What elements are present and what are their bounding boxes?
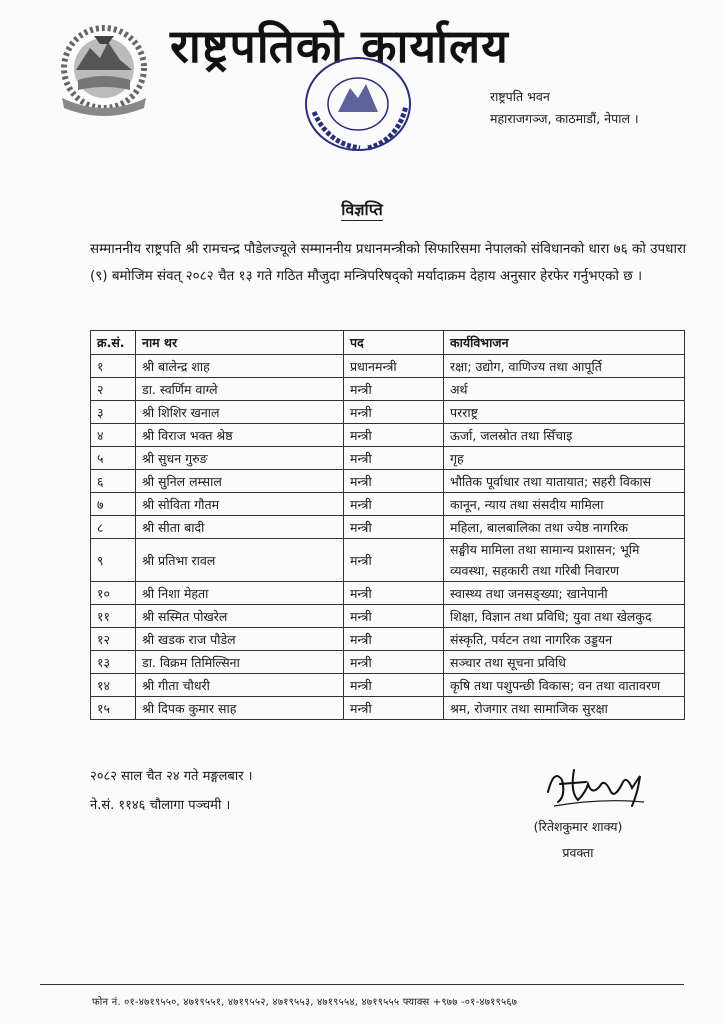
serial-cell: १५ xyxy=(91,697,136,720)
post-cell: मन्त्री xyxy=(344,651,444,674)
portfolio-cell: स्वास्थ्य तथा जनसङ्ख्या; खानेपानी xyxy=(444,582,685,605)
serial-cell: ६ xyxy=(91,470,136,493)
serial-cell: १३ xyxy=(91,651,136,674)
name-cell: श्री बालेन्द्र शाह xyxy=(136,355,344,378)
portfolio-cell: महिला, बालबालिका तथा ज्येष्ठ नागरिक xyxy=(444,516,685,539)
signatory-block xyxy=(498,814,658,866)
office-address xyxy=(490,86,639,130)
table-row xyxy=(91,674,685,697)
name-cell: श्री सस्मित पोखरेल xyxy=(136,605,344,628)
post-cell: मन्त्री xyxy=(344,447,444,470)
portfolio-cell: गृह xyxy=(444,447,685,470)
portfolio-cell: रक्षा; उद्योग, वाणिज्य तथा आपूर्ति xyxy=(444,355,685,378)
handwritten-signature-icon xyxy=(540,762,650,812)
nepal-emblem-icon xyxy=(48,20,160,120)
serial-cell: ९ xyxy=(91,539,136,582)
table-row xyxy=(91,605,685,628)
notice-heading xyxy=(0,198,724,220)
name-cell: श्री सीता बादी xyxy=(136,516,344,539)
table-body xyxy=(91,355,685,720)
post-cell: मन्त्री xyxy=(344,470,444,493)
post-cell: मन्त्री xyxy=(344,516,444,539)
office-title: राष्ट्रपतिको कार्यालय xyxy=(170,19,509,73)
serial-cell: ११ xyxy=(91,605,136,628)
portfolio-cell: संस्कृति, पर्यटन तथा नागरिक उड्डयन xyxy=(444,628,685,651)
portfolio-cell: श्रम, रोजगार तथा सामाजिक सुरक्षा xyxy=(444,697,685,720)
serial-cell: ३ xyxy=(91,401,136,424)
name-cell: श्री विराज भक्त श्रेष्ठ xyxy=(136,424,344,447)
table-row xyxy=(91,539,685,582)
serial-cell: १४ xyxy=(91,674,136,697)
table-row xyxy=(91,401,685,424)
cabinet-table xyxy=(90,330,685,720)
name-cell: डा. स्वर्णिम वाग्ले xyxy=(136,378,344,401)
serial-cell: ८ xyxy=(91,516,136,539)
table-header-row xyxy=(91,331,685,355)
serial-cell: ७ xyxy=(91,493,136,516)
portfolio-cell: परराष्ट्र xyxy=(444,401,685,424)
serial-cell: ४ xyxy=(91,424,136,447)
post-cell: मन्त्री xyxy=(344,582,444,605)
signatory-title: प्रवक्ता xyxy=(562,845,594,860)
table-row xyxy=(91,582,685,605)
post-cell: मन्त्री xyxy=(344,628,444,651)
notice-intro: सम्माननीय राष्ट्रपति श्री रामचन्द्र पौडेलज्यूले सम्माननीय प्रधानमन्त्रीको सिफारिसमा नेपालको संविधानको धारा ७६ को उपधारा (९) बमोजिम संवत् २०८२ चैत १३ गते गठित मौजुदा मन्त्रिपरिषद्को मर्यादाक्रम देहाय अनुसार हेरफेर गर्नुभएको छ । xyxy=(90,241,686,284)
portfolio-cell: कृषि तथा पशुपन्छी विकास; वन तथा वातावरण xyxy=(444,674,685,697)
post-cell: मन्त्री xyxy=(344,539,444,582)
portfolio-cell: भौतिक पूर्वाधार तथा यातायात; सहरी विकास xyxy=(444,470,685,493)
post-cell: मन्त्री xyxy=(344,401,444,424)
table-row xyxy=(91,447,685,470)
table-row xyxy=(91,470,685,493)
footer-contact: फोन नं. ०१-४७१९५५०, ४७१९५५१, ४७१९५५२, ४७१९५५३, ४७१९५५४, ४७१९५५५ फ्याक्स +९७७ -०१-४७१९५६७ xyxy=(92,997,518,1008)
address-line-2: महाराजगञ्ज, काठमाडौं, नेपाल । xyxy=(490,111,639,126)
serial-cell: १ xyxy=(91,355,136,378)
name-cell: श्री सुनिल लम्साल xyxy=(136,470,344,493)
portfolio-cell: कानून, न्याय तथा संसदीय मामिला xyxy=(444,493,685,516)
notice-heading-text: विज्ञप्ति xyxy=(341,200,383,219)
name-cell: श्री खडक राज पौडेल xyxy=(136,628,344,651)
address-line-1: राष्ट्रपति भवन xyxy=(490,89,550,104)
table-row xyxy=(91,378,685,401)
post-cell: मन्त्री xyxy=(344,424,444,447)
office-seal-stamp-icon xyxy=(298,52,418,157)
table-row xyxy=(91,516,685,539)
portfolio-cell: सङ्घीय मामिला तथा सामान्य प्रशासन; भूमि व्यवस्था, सहकारी तथा गरिबी निवारण xyxy=(444,539,685,582)
name-cell: श्री निशा मेहता xyxy=(136,582,344,605)
table-row xyxy=(91,493,685,516)
serial-cell: २ xyxy=(91,378,136,401)
name-cell: श्री गीता चौधरी xyxy=(136,674,344,697)
portfolio-cell: ऊर्जा, जलस्रोत तथा सिँचाइ xyxy=(444,424,685,447)
post-cell: प्रधानमन्त्री xyxy=(344,355,444,378)
table-row xyxy=(91,355,685,378)
serial-cell: १२ xyxy=(91,628,136,651)
footer-divider xyxy=(40,984,684,985)
name-cell: श्री दिपक कुमार साह xyxy=(136,697,344,720)
portfolio-cell: अर्थ xyxy=(444,378,685,401)
name-cell: डा. विक्रम तिमिल्सिना xyxy=(136,651,344,674)
signatory-name: (रितेशकुमार शाक्य) xyxy=(533,819,623,834)
post-cell: मन्त्री xyxy=(344,697,444,720)
table-row xyxy=(91,628,685,651)
header-serial: क्र.सं. xyxy=(91,331,136,355)
serial-cell: १० xyxy=(91,582,136,605)
post-cell: मन्त्री xyxy=(344,605,444,628)
table-row xyxy=(91,651,685,674)
header-portfolio: कार्यविभाजन xyxy=(444,331,685,355)
date-line-2: ने.सं. ११४६ चौलागा पञ्चमी । xyxy=(90,798,231,813)
table-row xyxy=(91,697,685,720)
date-block xyxy=(90,762,253,820)
date-line-1: २०८२ साल चैत २४ गते मङ्गलबार । xyxy=(90,769,253,784)
name-cell: श्री शिशिर खनाल xyxy=(136,401,344,424)
portfolio-cell: शिक्षा, विज्ञान तथा प्रविधि; युवा तथा खेलकुद xyxy=(444,605,685,628)
portfolio-cell: सञ्चार तथा सूचना प्रविधि xyxy=(444,651,685,674)
post-cell: मन्त्री xyxy=(344,493,444,516)
table-row xyxy=(91,424,685,447)
serial-cell: ५ xyxy=(91,447,136,470)
post-cell: मन्त्री xyxy=(344,378,444,401)
name-cell: श्री प्रतिभा रावल xyxy=(136,539,344,582)
header-name: नाम थर xyxy=(136,331,344,355)
name-cell: श्री सुधन गुरुङ xyxy=(136,447,344,470)
name-cell: श्री सोविता गौतम xyxy=(136,493,344,516)
post-cell: मन्त्री xyxy=(344,674,444,697)
header-post: पद xyxy=(344,331,444,355)
